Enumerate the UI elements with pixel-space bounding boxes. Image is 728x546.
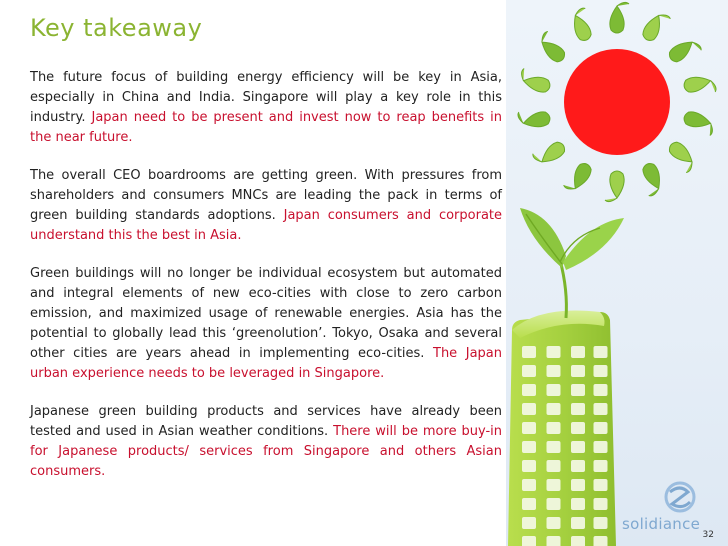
paragraph-text: Green buildings will no longer be individual ecosystem but automated and integral elements of new eco-cities with close to zero carbon emission, and maximized usage of renewable energies. Asia has the potential to globally lead this ‘greenolution’. Tokyo, Osaka and several other cities are years ahead in implementing eco-cities. <box>30 266 502 361</box>
building-window <box>547 346 561 358</box>
paragraph-2 <box>30 166 502 246</box>
sun-petal <box>563 159 594 195</box>
building-window <box>547 460 561 472</box>
sun-petal <box>518 68 552 93</box>
building-window <box>522 460 536 472</box>
building-window <box>547 479 561 491</box>
paragraph-highlight: Japan need to be present and invest now to reap benefits in the near future. <box>30 110 502 145</box>
building-window <box>547 403 561 415</box>
building-window <box>594 536 608 546</box>
sun-petal <box>636 161 667 197</box>
sun-petal <box>666 34 702 68</box>
sun-petal <box>683 73 717 98</box>
building-window <box>571 365 585 377</box>
page-number: 32 <box>702 530 714 540</box>
sun-petal <box>682 110 716 135</box>
solidiance-logo-icon <box>666 483 694 511</box>
building-window <box>571 479 585 491</box>
paragraph-highlight: There will be more buy-in for Japanese products/ services from Singapore and others Asian consumers. <box>30 424 503 479</box>
sun-illustration <box>517 2 716 201</box>
sun-petal <box>532 136 568 170</box>
building-window <box>522 346 536 358</box>
building-window <box>522 441 536 453</box>
building-window <box>522 536 536 546</box>
building-window <box>594 422 608 434</box>
building-window <box>594 403 608 415</box>
building-window <box>571 346 585 358</box>
sun-disc <box>564 49 670 155</box>
sun-petal <box>641 9 672 45</box>
building-window <box>594 384 608 396</box>
building-window <box>594 460 608 472</box>
building-window <box>594 365 608 377</box>
building-window <box>522 422 536 434</box>
paragraph-3 <box>30 264 502 384</box>
building-window <box>547 517 561 529</box>
building-window <box>547 384 561 396</box>
building-window <box>547 365 561 377</box>
building-window <box>522 479 536 491</box>
takeaway-body <box>30 68 502 500</box>
building-window <box>571 441 585 453</box>
sprout-illustration <box>520 208 624 318</box>
paragraph-highlight: The Japan urban experience needs to be leveraged in Singapore. <box>30 346 502 381</box>
paragraph-text: The future focus of building energy efficiency will be key in Asia, especially in China and India. Singapore will play a key role in this industry. <box>30 70 502 125</box>
building-window <box>547 536 561 546</box>
sun-petal <box>663 139 699 173</box>
logo-text: solidiance <box>622 515 701 533</box>
green-building-illustration <box>508 310 616 546</box>
building-window <box>594 441 608 453</box>
building-window <box>594 346 608 358</box>
paragraph-text: Japanese green building products and services have already been tested and used in Asian weather conditions. <box>30 404 502 439</box>
building-window <box>547 422 561 434</box>
paragraph-text: The overall CEO boardrooms are getting green. With pressures from shareholders and consumers MNCs are leading the pack in terms of green building standards adoptions. <box>30 168 502 223</box>
building-window <box>522 517 536 529</box>
slide-title: Key takeaway <box>30 14 203 42</box>
building-window <box>571 403 585 415</box>
sun-petal <box>610 2 629 33</box>
building-window <box>571 498 585 510</box>
building-window <box>571 517 585 529</box>
paragraph-highlight: Japan consumers and corporate understand this the best in Asia. <box>30 208 503 243</box>
paragraph-1 <box>30 68 502 148</box>
building-window <box>522 403 536 415</box>
building-window <box>571 384 585 396</box>
building-window <box>522 498 536 510</box>
building-window <box>571 460 585 472</box>
building-window <box>594 517 608 529</box>
building-window <box>594 498 608 510</box>
sun-petal <box>535 31 571 65</box>
building-window <box>571 536 585 546</box>
building-window <box>594 479 608 491</box>
sun-petal <box>517 106 551 131</box>
sun-petal <box>605 171 624 202</box>
building-window <box>547 441 561 453</box>
sun-petal <box>567 7 598 43</box>
building-window <box>522 365 536 377</box>
building-window <box>571 422 585 434</box>
building-window <box>547 498 561 510</box>
building-window <box>522 384 536 396</box>
paragraph-4 <box>30 402 502 482</box>
